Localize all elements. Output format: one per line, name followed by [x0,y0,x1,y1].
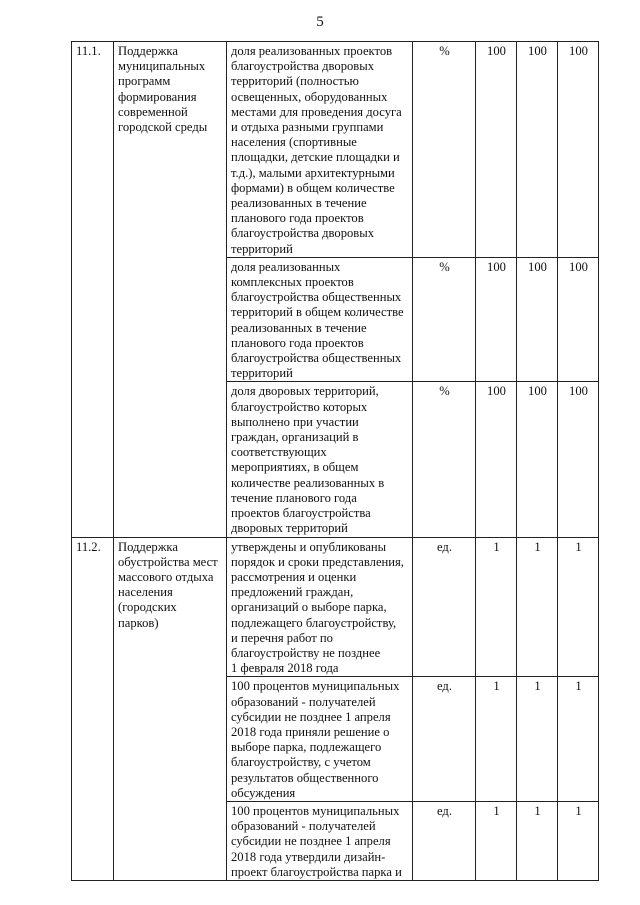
indicators-table [71,41,599,881]
indicator-value: 1 [476,677,517,802]
indicator-value: 1 [517,801,558,880]
indicator-value: 1 [517,677,558,802]
indicator-value: 1 [476,537,517,677]
indicator-unit: ед. [413,801,476,880]
indicator-value: 100 [558,382,599,537]
indicator-value: 100 [517,42,558,258]
table-row [72,42,599,258]
item-number: 11.1. [72,42,114,538]
indicator-value: 1 [558,801,599,880]
table-row [72,537,599,677]
indicator-value: 100 [476,42,517,258]
item-name: Поддержка муниципальных программ формирования современной городской среды [114,42,227,538]
indicator-text: доля реализованных комплексных проектов благоустройства общественных территорий в общем количестве реализованных в течение планового года проектов благоустройства общественных территорий [227,257,413,382]
indicator-value: 100 [476,382,517,537]
indicator-unit: % [413,42,476,258]
item-number: 11.2. [72,537,114,880]
indicator-text: доля дворовых территорий, благоустройство которых выполнено при участии граждан, организаций в соответствующих мероприятиях, в общем количестве реализованных в течение планового года проектов благоустройства дворовых территорий [227,382,413,537]
indicator-value: 1 [558,677,599,802]
indicator-value: 100 [476,257,517,382]
indicator-value: 1 [558,537,599,677]
indicator-value: 100 [558,257,599,382]
indicator-unit: % [413,382,476,537]
indicator-text: утверждены и опубликованы порядок и сроки представления, рассмотрения и оценки предложений граждан, организаций о выборе парка, подлежащего благоустройству, и перечня работ по благоустройству не позднее 1 февраля 2018 года [227,537,413,677]
indicator-unit: ед. [413,537,476,677]
item-name: Поддержка обустройства мест массового отдыха населения (городских парков) [114,537,227,880]
indicator-value: 100 [517,257,558,382]
indicator-text: 100 процентов муниципальных образований - получателей субсидии не позднее 1 апреля 2018 года утвердили дизайн- проект благоустройства парка и [227,801,413,880]
indicator-text: 100 процентов муниципальных образований - получателей субсидии не позднее 1 апреля 2018 года приняли решение о выборе парка, подлежащего благоустройству, с учетом результатов общественного обсуждения [227,677,413,802]
indicator-value: 100 [558,42,599,258]
indicator-unit: ед. [413,677,476,802]
indicator-value: 1 [476,801,517,880]
indicator-unit: % [413,257,476,382]
page-number: 5 [316,14,324,30]
indicator-value: 100 [517,382,558,537]
indicator-text: доля реализованных проектов благоустройства дворовых территорий (полностью освещенных, оборудованных местами для проведения досуга и отдыха разными группами населения (спортивные площадки, детские площадки и т.д.), малыми архитектурными формами) в общем количестве реализованных в течение планового года проектов благоустройства дворовых территорий [227,42,413,258]
indicator-value: 1 [517,537,558,677]
